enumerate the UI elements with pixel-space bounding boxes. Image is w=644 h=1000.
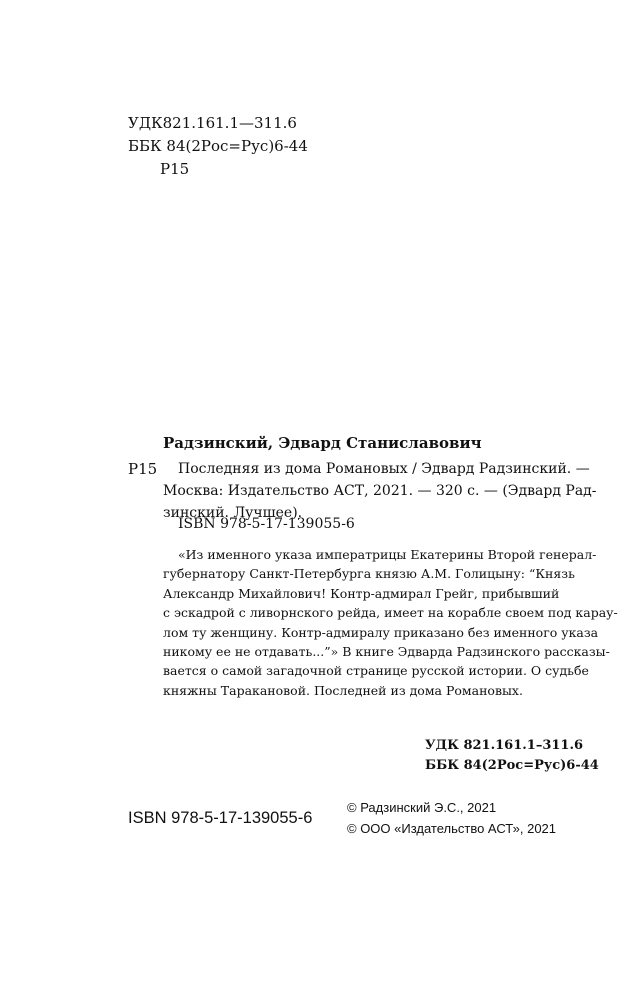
top-classification-codes: [128, 112, 308, 181]
bbk-code: ББК 84(2Рос=Рус)6-44: [128, 137, 308, 155]
bottom-classification-codes: [425, 736, 599, 776]
entry-isbn: ISBN 978-5-17-139055-6: [178, 516, 355, 532]
annotation-line: с эскадрой с ливорнского рейда, имеет на корабле своем под карау-: [163, 605, 618, 621]
annotation-line: никому ее не отдавать...”» В книге Эдварда Радзинского рассказы-: [163, 644, 610, 660]
annotation-line: «Из именного указа императрицы Екатерины Второй генерал-: [178, 547, 597, 562]
annotation-paragraph: [163, 545, 618, 700]
biblio-line: Последняя из дома Романовых / Эдвард Радзинский. —: [178, 461, 590, 477]
annotation-line: губернатору Санкт-Петербурга князю А.М. Голицыну: “Князь: [163, 566, 575, 582]
biblio-line: зинский. Лучшее).: [163, 505, 303, 521]
author-heading: Радзинский, Эдвард Станиславович: [163, 434, 482, 452]
biblio-line: Москва: Издательство АСТ, 2021. — 320 с. — (Эдвард Рад-: [163, 483, 597, 499]
copyright-block: [347, 797, 556, 839]
entry-author-sign: Р15: [128, 460, 158, 478]
author-sign: Р15: [160, 160, 190, 178]
bottom-bbk-code: ББК 84(2Рос=Рус)6-44: [425, 758, 599, 773]
udk-code: УДК821.161.1—311.6: [128, 114, 297, 132]
bottom-udk-code: УДК 821.161.1–311.6: [425, 738, 584, 753]
annotation-line: Александр Михайлович! Контр-адмирал Грейг, прибывший: [163, 585, 560, 601]
copyright-publisher: © ООО «Издательство АСТ», 2021: [347, 821, 557, 836]
annotation-line: лом ту женщину. Контр-адмиралу приказано без именного указа: [163, 624, 599, 640]
copyright-author: © Радзинский Э.С., 2021: [347, 800, 497, 815]
annotation-line: княжны Таракановой. Последней из дома Романовых.: [163, 682, 523, 698]
annotation-line: вается о самой загадочной странице русской истории. О судьбе: [163, 663, 589, 679]
footer-isbn: ISBN 978-5-17-139055-6: [128, 809, 313, 827]
